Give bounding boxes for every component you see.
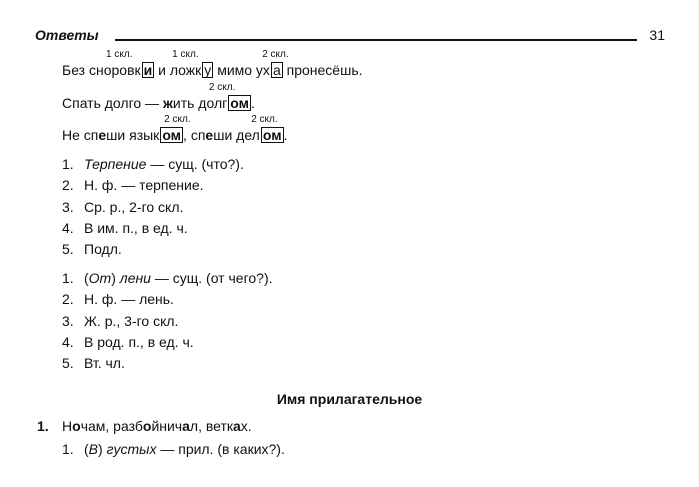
item-number: 4.	[62, 219, 74, 236]
item-number: 3.	[62, 198, 74, 215]
sentence-text: Спать долго —	[62, 95, 163, 111]
sentence-1	[62, 49, 363, 78]
ending-box: и	[143, 62, 153, 78]
section-heading: Имя прилагательное	[276, 391, 423, 407]
sentence-text: ши язык	[106, 127, 160, 143]
analysis-list-2	[62, 270, 273, 376]
item-number: 3.	[62, 312, 74, 329]
analysis-list-1	[62, 156, 244, 262]
sentence-3	[62, 114, 288, 143]
item-text: Н. ф. — лень.	[84, 291, 174, 308]
list-item	[62, 220, 244, 241]
highlight-letter: а	[182, 418, 190, 434]
task-text: чам, разб	[80, 418, 143, 434]
item-text: — сущ. (от чего?).	[150, 270, 273, 286]
declension-label: 2 скл.	[262, 49, 289, 60]
ending-box: ом	[262, 127, 282, 143]
word-stem: мимо ух	[217, 62, 270, 78]
sentence-text: .	[283, 127, 288, 143]
list-item	[62, 313, 273, 334]
italic-word: В	[88, 441, 99, 457]
list-item	[62, 355, 273, 376]
word-lozhku	[158, 49, 213, 78]
list-item	[62, 291, 273, 312]
task-text: Н	[62, 418, 73, 434]
italic-word: От	[88, 270, 112, 286]
italic-word: густых	[106, 441, 157, 457]
header-title: Ответы	[35, 27, 99, 43]
item-text: — прил. (в каких?).	[156, 441, 285, 457]
word-stem: Без сноровк	[62, 62, 141, 78]
word-dolgom	[172, 82, 251, 111]
list-item	[62, 177, 244, 198]
ending-box: ом	[230, 95, 249, 111]
declension-label: 2 скл.	[251, 114, 278, 125]
item-number: 1.	[62, 441, 74, 457]
sentence-text: , сп	[183, 127, 206, 143]
list-item	[62, 241, 244, 262]
list-item	[62, 199, 244, 220]
word-snorovki	[62, 49, 154, 78]
item-text: Подл.	[84, 241, 122, 258]
task-1	[37, 418, 252, 434]
header-rule	[115, 39, 637, 41]
item-text: — сущ. (что?).	[146, 156, 244, 172]
italic-word: лени	[119, 270, 151, 286]
sentence-2	[62, 82, 255, 111]
highlight-letter: о	[142, 418, 152, 434]
highlight-letter: е	[205, 127, 214, 143]
task-text: х.	[240, 418, 252, 434]
list-item	[62, 156, 244, 177]
item-number: 1.	[62, 156, 74, 172]
list-item	[62, 441, 285, 462]
list-item	[62, 270, 273, 291]
item-text: )	[98, 441, 107, 457]
item-text: Ср. р., 2-го скл.	[84, 198, 184, 215]
ending-box: у	[204, 62, 212, 78]
item-text: Н. ф. — терпение.	[84, 177, 204, 194]
word-stem: и ложк	[158, 62, 202, 78]
item-number: 5.	[62, 241, 74, 258]
italic-word: Терпение	[84, 156, 147, 172]
word-ukha	[217, 49, 289, 78]
highlight-letter: е	[98, 127, 107, 143]
sentence-end: пронесёшь.	[286, 62, 363, 78]
task-text: йнич	[151, 418, 183, 434]
sentence-text: ши дел	[213, 127, 260, 143]
highlight-letter: о	[72, 418, 81, 434]
sentence-text: Не сп	[62, 127, 99, 143]
highlight-letter: ж	[162, 95, 173, 111]
word-delom	[213, 114, 283, 143]
item-text: Ж. р., 3-го скл.	[84, 312, 179, 329]
item-text: )	[111, 270, 120, 286]
analysis-list-3	[62, 441, 285, 462]
item-text: (	[84, 441, 89, 457]
ending-box: ом	[162, 127, 182, 143]
list-item	[62, 334, 273, 355]
task-text: л, ветк	[189, 418, 233, 434]
declension-label: 2 скл.	[208, 82, 236, 93]
item-text: (	[84, 270, 89, 286]
item-number: 1.	[62, 270, 74, 286]
item-text: Вт. чл.	[84, 355, 125, 372]
declension-label: 1 скл.	[172, 49, 199, 60]
page-number: 31	[649, 27, 665, 43]
highlight-letter: а	[233, 418, 241, 434]
item-number: 5.	[62, 355, 74, 372]
ending-box: а	[272, 62, 281, 78]
declension-label: 2 скл.	[164, 114, 191, 125]
page-header	[35, 27, 665, 47]
item-text: В род. п., в ед. ч.	[84, 333, 194, 350]
item-number: 2.	[62, 177, 74, 194]
word-yazykom	[106, 114, 191, 143]
item-number: 4.	[62, 333, 74, 350]
sentence-text: .	[250, 95, 255, 111]
task-number: 1.	[37, 418, 49, 434]
item-number: 2.	[62, 291, 74, 308]
sentence-text: ить долг	[172, 95, 228, 111]
declension-label: 1 скл.	[106, 49, 133, 60]
item-text: В им. п., в ед. ч.	[84, 219, 188, 236]
